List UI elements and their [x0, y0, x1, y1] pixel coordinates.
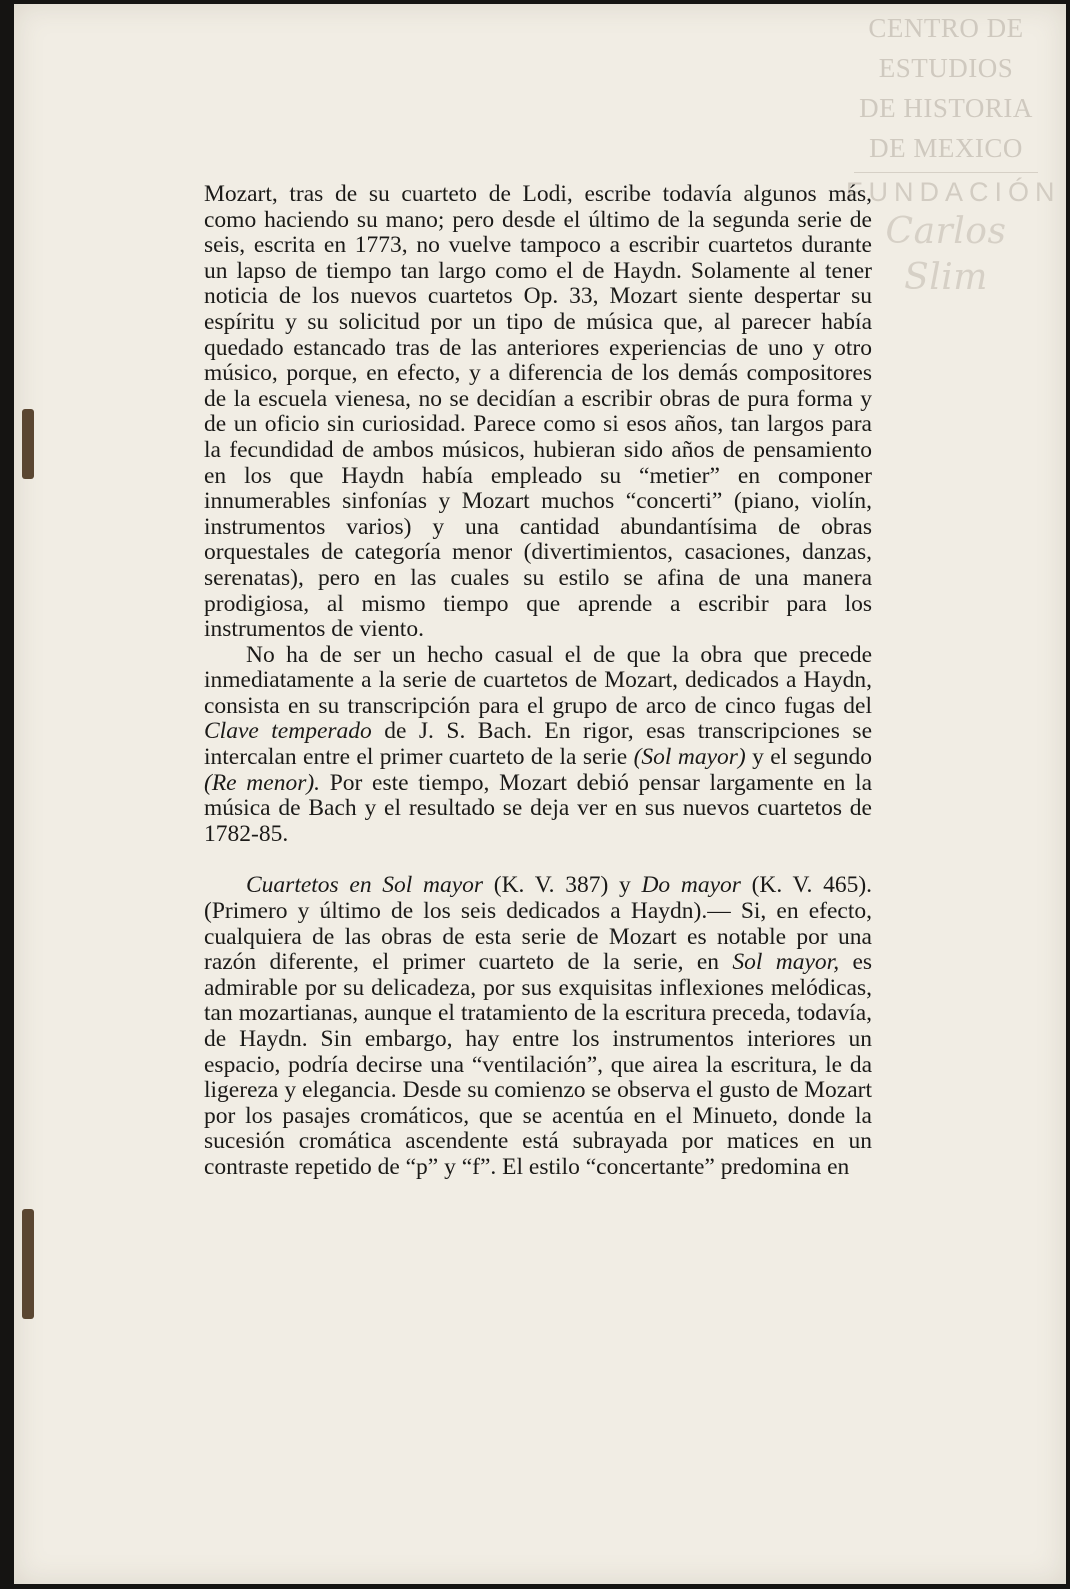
watermark-signature: Carlos Slim — [885, 211, 1007, 298]
watermark-divider — [854, 172, 1038, 173]
text-run: (K. V. 387) y — [493, 872, 631, 899]
text-run: (K. V. 465). (Primero y último de los seis dedicados a Haydn).— Si, en efecto, cualquiera de las obras de esta serie de Mozart es notable por una razón diferente, el primer cuarteto de la serie, en — [204, 872, 873, 976]
watermark-line: CENTRO DE — [868, 13, 1024, 43]
binding-thread — [22, 409, 34, 479]
watermark-line: DE HISTORIA — [859, 93, 1033, 123]
watermark-line: DE MEXICO — [869, 133, 1023, 163]
body-text — [204, 182, 872, 1181]
italic-key: (Sol mayor) — [633, 744, 746, 771]
italic-heading: Cuartetos en Sol mayor — [246, 872, 484, 899]
italic-key: Sol mayor, — [732, 949, 840, 976]
paragraph-1: Mozart, tras de su cuarteto de Lodi, escribe todavía algunos más, como haciendo su mano; pero desde el último de la segunda serie de seis, escrita en 1773, no vuelve tampoco a escribir cuartetos durante un lapso de tiempo tan largo como el de Haydn. Solamente al tener noticia de los nuevos cuartetos Op. 33, Mozart siente despertar su espíritu y su solicitud por un tipo de música que, al parecer había quedado estancado tras de las anteriores experiencias de uno y otro músico, porque, en efecto, y a diferencia de los demás compositores de la escuela vienesa, no se decidían a escribir obras de pura forma y de un oficio sin curiosidad. Parece como si esos años, tan largos para la fecundidad de ambos músicos, hubieran sido años de pensamiento en los que Haydn había empleado su “metier” en componer innumerables sinfonías y Mozart muchos “concerti” (piano, violín, instrumentos varios) y una cantidad abundantísima de obras orquestales de categoría menor (divertimientos, casaciones, danzas, serenatas), pero en las cuales su estilo se afina de una manera prodigiosa, al mismo tiempo que aprende a escribir para los instrumentos de viento. — [204, 181, 872, 643]
text-run: No ha de ser un hecho casual el de que la obra que precede inmediatamente a la serie de cuartetos de Mozart, dedicados a Haydn, consista en su transcripción para el grupo de arco de cinco fugas del — [204, 641, 872, 719]
paragraph-3 — [204, 873, 872, 1180]
text-run: es admirable por su delicadeza, por sus exquisitas inflexiones melódicas, tan mozartianas, aunque el tratamiento de la escritura preceda, todavía, de Haydn. Sin embargo, hay entre los instrumentos interiores un espacio, podría decirse una “ventilación”, que airea la escritura, le da ligereza y elegancia. Desde su comienzo se observa el gusto de Mozart por los pasajes cromáticos, que se acentúa en el Minueto, donde la sucesión cromática ascendente está subrayada por matices en un contraste repetido de “p” y “f”. El estilo “concertante” predomina en — [204, 949, 873, 1180]
text-run: Por este tiempo, Mozart debió pensar largamente en la música de Bach y el resultado se deja ver en sus nuevos cuartetos de 1782-85. — [204, 769, 873, 847]
italic-key: (Re menor). — [204, 769, 321, 796]
text-run: de J. S. Bach. En rigor, esas transcripciones se intercalan entre el primer cuarteto de la serie — [204, 718, 872, 771]
watermark-fundacion: FUNDACIÓN — [846, 177, 1061, 207]
italic-heading: Do mayor — [641, 872, 741, 899]
text-run: y el segundo — [752, 744, 872, 771]
italic-title: Clave temperado — [204, 718, 372, 745]
watermark-line: ESTUDIOS — [878, 53, 1014, 83]
archive-watermark — [846, 8, 1061, 301]
document-page — [14, 4, 1066, 1584]
binding-thread — [22, 1209, 34, 1319]
paragraph-2 — [204, 643, 872, 848]
